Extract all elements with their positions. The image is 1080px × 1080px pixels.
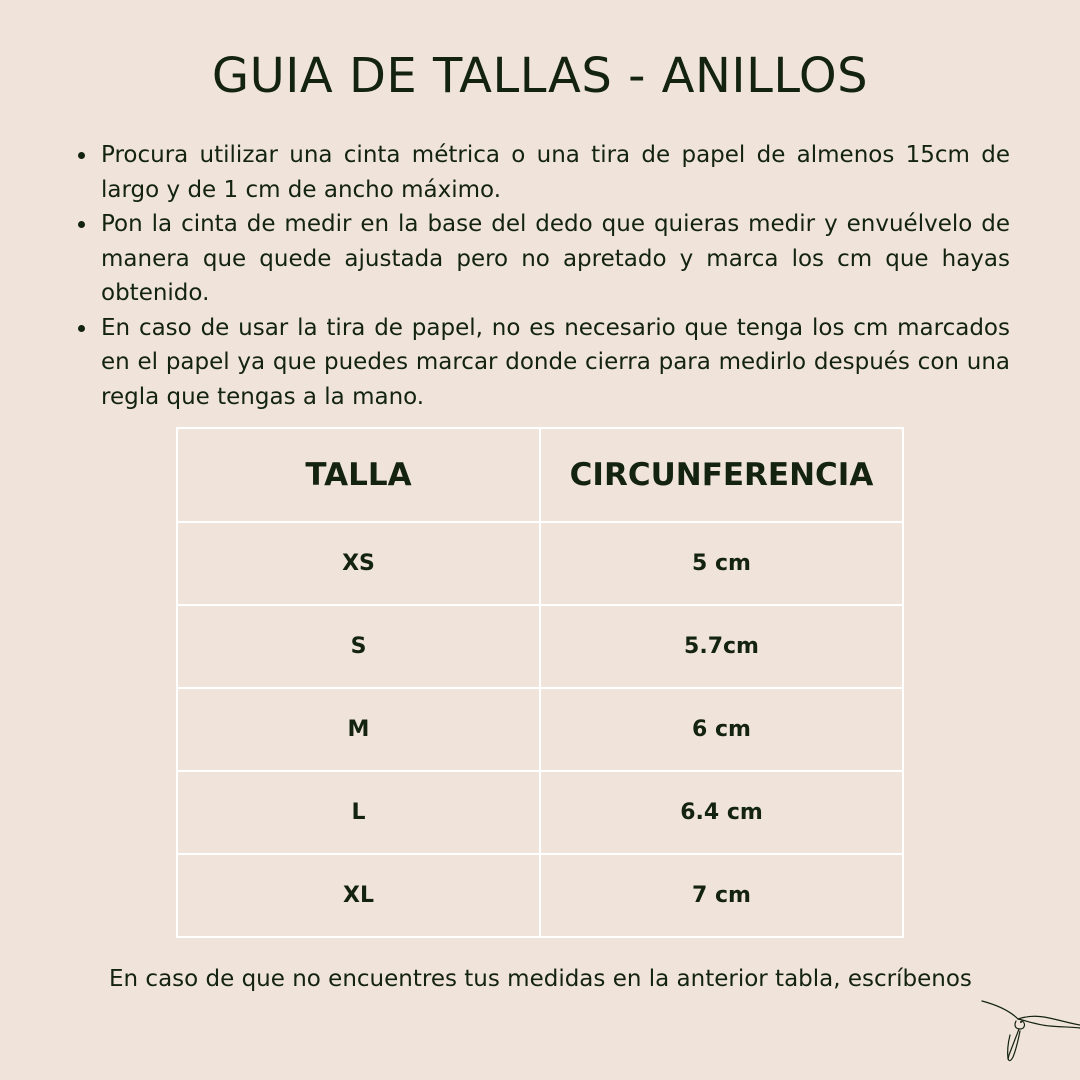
circumference-cell: 5 cm — [540, 522, 903, 605]
size-cell: M — [177, 688, 540, 771]
bullet-dot-icon — [78, 152, 85, 159]
header-size: TALLA — [177, 428, 540, 522]
hummingbird-logo-icon — [972, 995, 1080, 1075]
table-row — [177, 522, 903, 605]
circumference-cell: 6.4 cm — [540, 771, 903, 854]
header-circumference: CIRCUNFERENCIA — [540, 428, 903, 522]
instruction-item — [78, 138, 1010, 207]
instruction-text: En caso de usar la tira de papel, no es necesario que tenga los cm marcados en el papel ya que puedes marcar donde cierra para medirlo después con una regla que tengas a la mano. — [101, 314, 1010, 410]
size-cell: XS — [177, 522, 540, 605]
size-cell: L — [177, 771, 540, 854]
instructions-list — [78, 138, 1010, 414]
circumference-cell: 5.7cm — [540, 605, 903, 688]
footer-note: En caso de que no encuentres tus medidas en la anterior tabla, escríbenos — [109, 966, 972, 992]
size-table — [176, 427, 904, 938]
instruction-item — [78, 311, 1010, 415]
bullet-dot-icon — [78, 221, 85, 228]
table-row — [177, 854, 903, 937]
table-row — [177, 688, 903, 771]
table-row — [177, 771, 903, 854]
size-cell: S — [177, 605, 540, 688]
table-header-row — [177, 428, 903, 522]
instruction-text: Pon la cinta de medir en la base del dedo que quieras medir y envuélvelo de manera que quede ajustada pero no apretado y marca los cm que hayas obtenido. — [101, 211, 1010, 306]
instruction-item — [78, 207, 1010, 311]
circumference-cell: 7 cm — [540, 854, 903, 937]
page-title: GUIA DE TALLAS - ANILLOS — [211, 48, 869, 104]
circumference-cell: 6 cm — [540, 688, 903, 771]
instruction-text: Procura utilizar una cinta métrica o una tira de papel de almenos 15cm de largo y de 1 cm de ancho máximo. — [101, 142, 1010, 203]
table-row — [177, 605, 903, 688]
size-cell: XL — [177, 854, 540, 937]
bullet-dot-icon — [78, 325, 85, 332]
